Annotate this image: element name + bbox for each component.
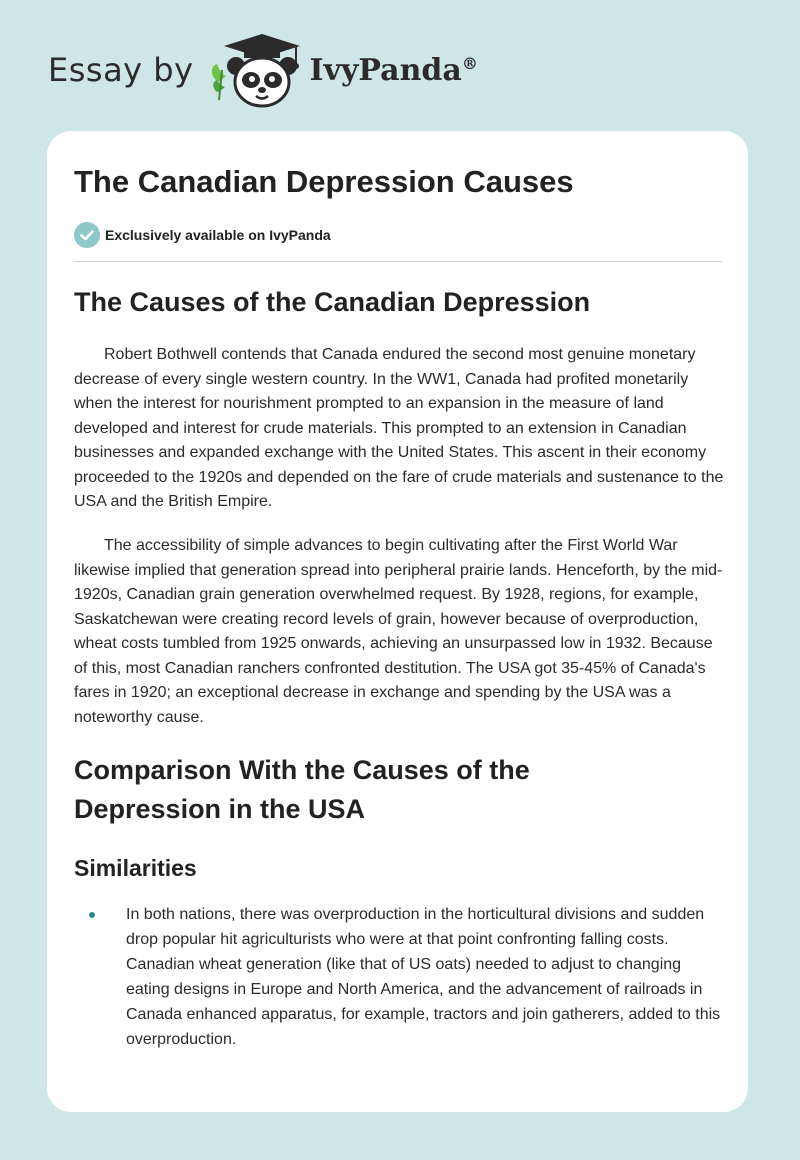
- check-circle-icon: [74, 222, 100, 248]
- exclusive-label: Exclusively available on IvyPanda: [105, 227, 331, 243]
- registered-mark: ®: [461, 53, 478, 73]
- list-item-text: In both nations, there was overproduction in the horticultural divisions and sudden drop popular hit agriculturists who were at that point confronting falling costs. Canadian wheat generation (like that of US oats) needed to adjust to changing eating designs in Europe and North America, and the advancement of railroads in Canada enhanced apparatus, for example, tractors and join gatherers, added to this overproduction.: [126, 906, 721, 1048]
- brand-name: IvyPanda®: [309, 52, 478, 88]
- list-item: [74, 902, 726, 1052]
- paragraph: The accessibility of simple advances to begin cultivating after the First World War likewise implied that generation spread into peripheral prairie lands. Henceforth, by the mid-1920s, Canadian grain generation overwhelmed request. By 1928, regions, for example, Saskatchewan were creating record levels of grain, however because of overproduction, wheat costs tumbled from 1925 onwards, achieving an unsurpassed low in 1932. Because of this, most Canadian ranchers confronted destitution. The USA got 35-45% of Canada's fares in 1920; an exceptional decrease in exchange and spending by the USA was a noteworthy cause.: [74, 537, 723, 726]
- section-heading-causes: The Causes of the Canadian Depression: [74, 287, 591, 317]
- brand-header[interactable]: [48, 30, 478, 110]
- bullet-dot-icon: [89, 912, 95, 918]
- similarities-list: [74, 902, 726, 1052]
- brand-prefix: Essay by: [48, 51, 194, 89]
- subheading-similarities: Similarities: [74, 855, 197, 881]
- title-divider: [74, 261, 722, 262]
- page-title: The Canadian Depression Causes: [74, 164, 574, 199]
- exclusive-badge: [74, 222, 331, 248]
- panda-logo-icon: [204, 30, 304, 110]
- section-heading-comparison: Comparison With the Causes of the Depression in the USA: [74, 755, 530, 824]
- essay-card: [47, 131, 748, 1112]
- paragraph: Robert Bothwell contends that Canada endured the second most genuine monetary decrease of every single western country. In the WW1, Canada had profited monetarily when the interest for nourishment prompted to an expansion in the measure of land developed and interest for crude materials. This prompted to an extension in Canadian businesses and expanded exchange with the United States. This ascent in their economy proceeded to the 1920s and depended on the fare of crude materials and sustenance to the USA and the British Empire.: [74, 346, 724, 510]
